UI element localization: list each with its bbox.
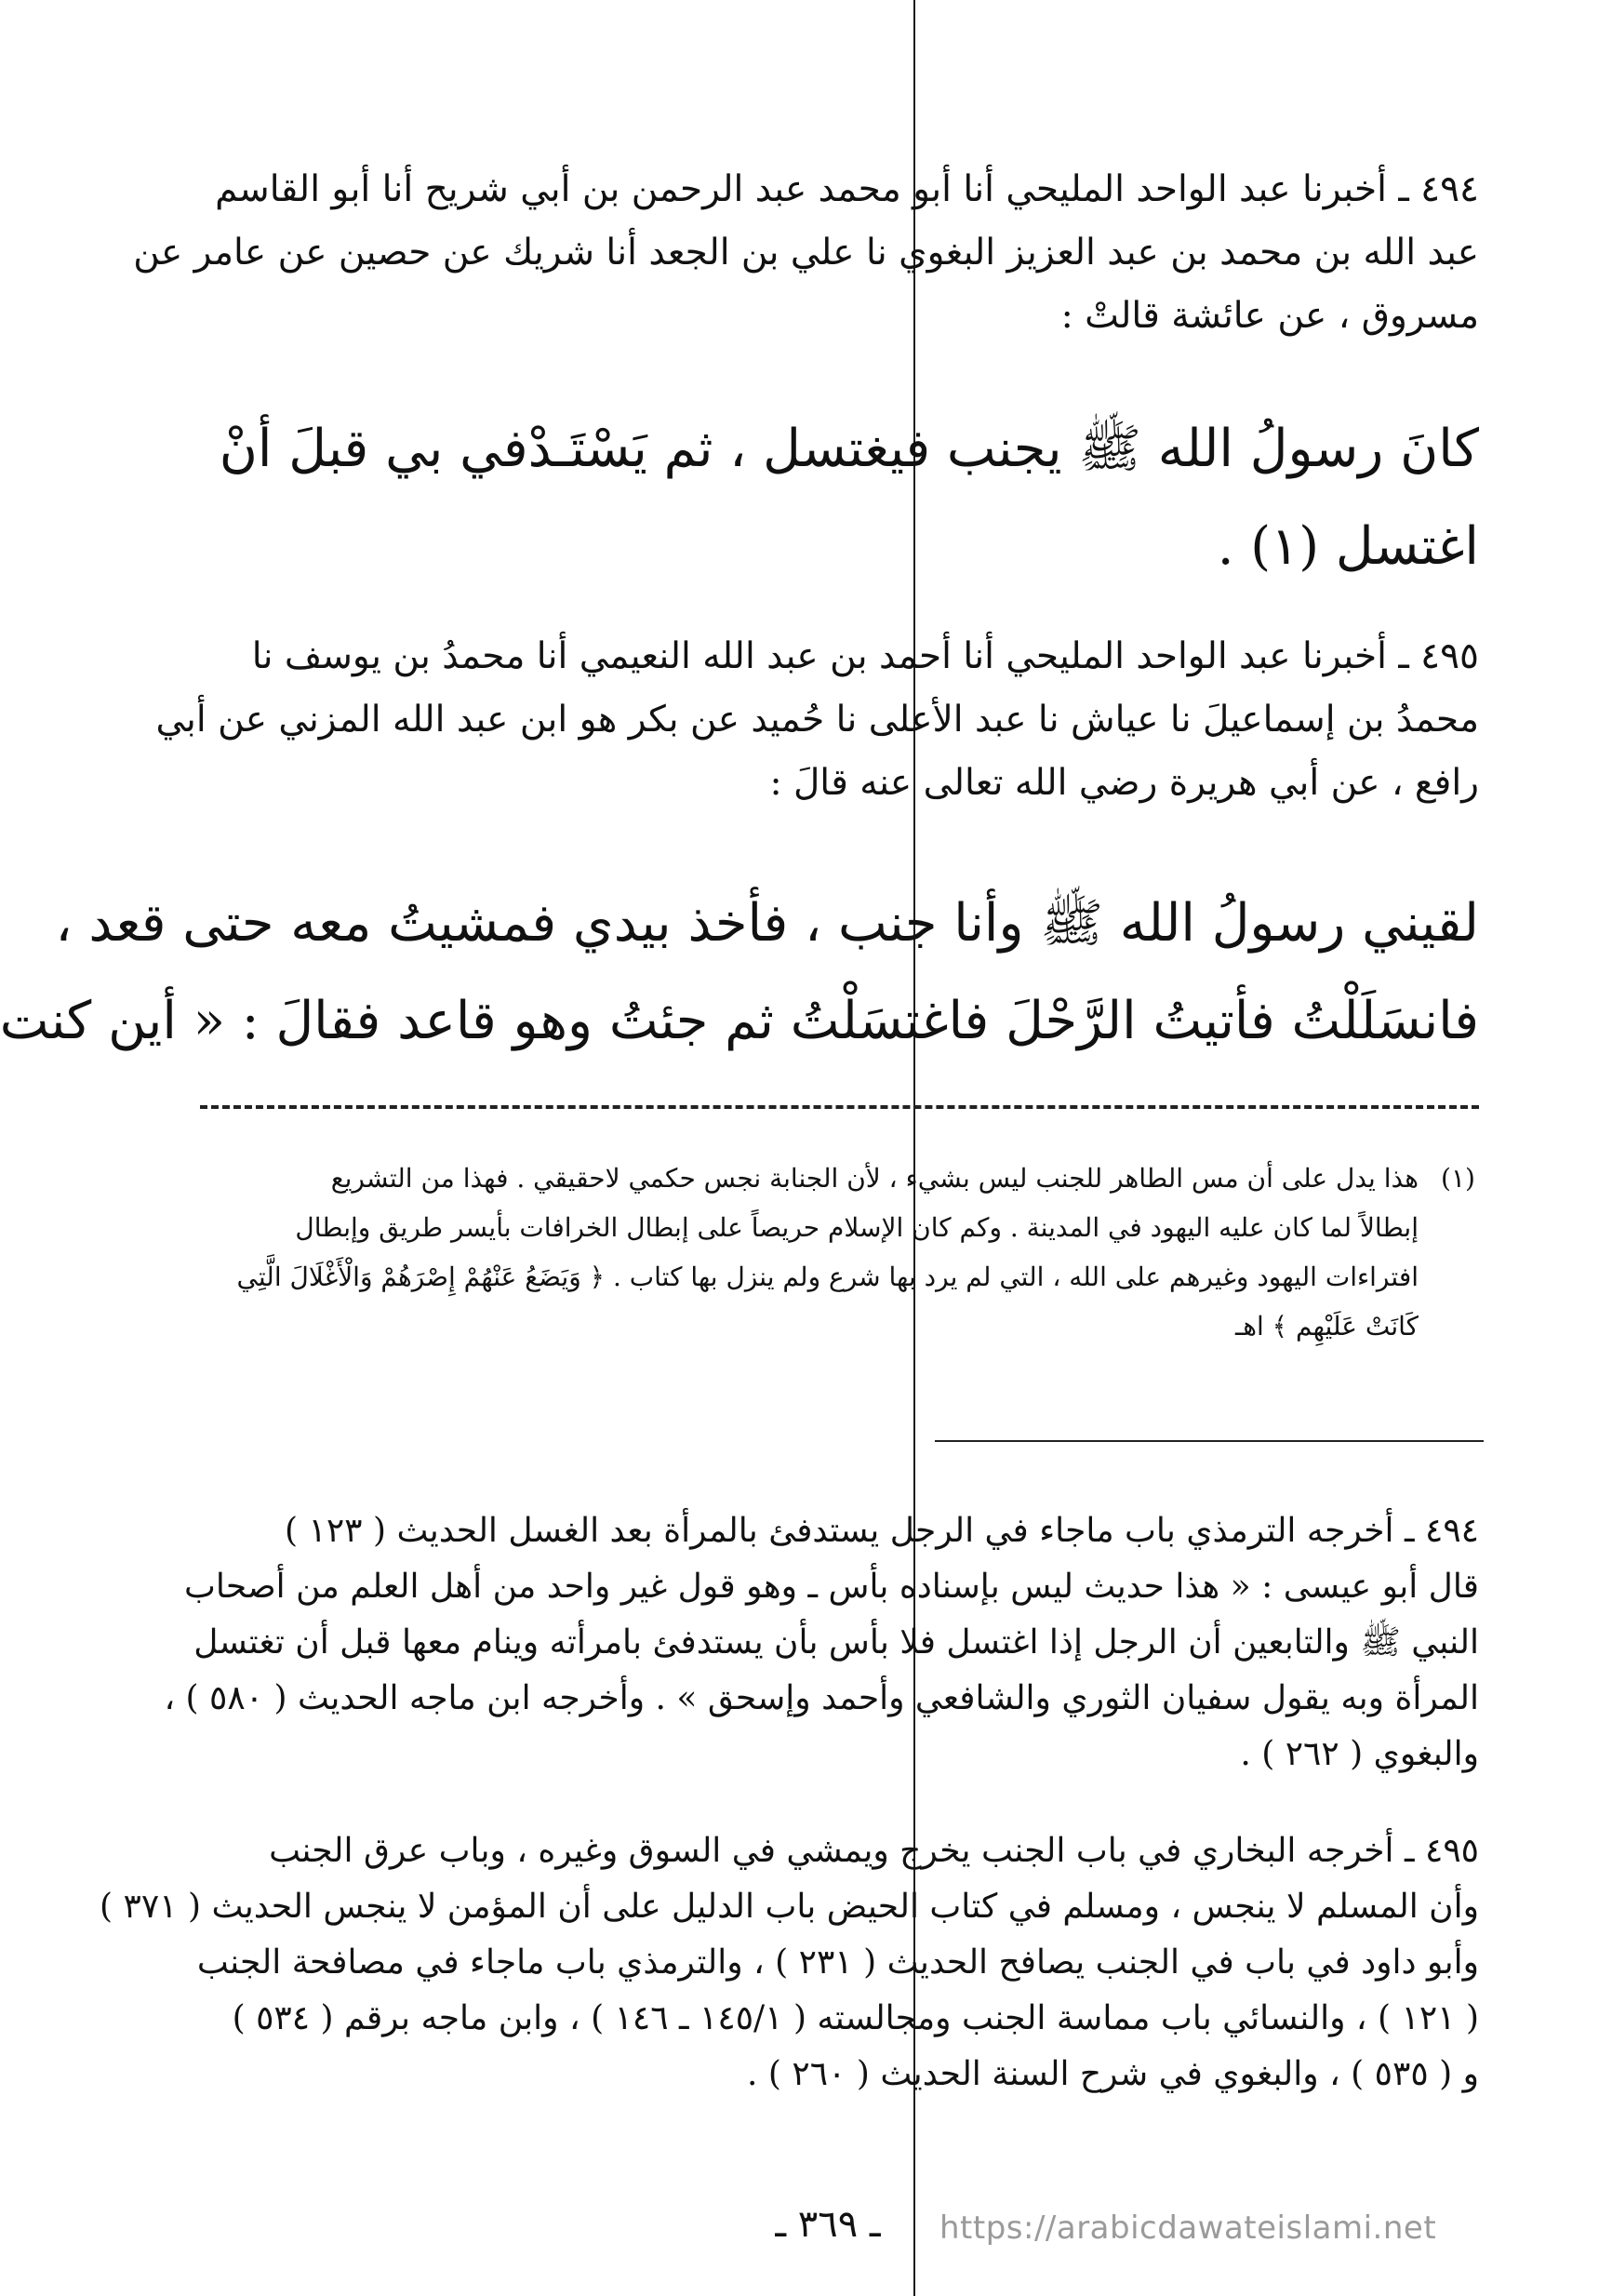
page-number: ـ ٣٦٩ ـ	[775, 2203, 881, 2246]
footnote-rule	[935, 1440, 1484, 1442]
matn-line: فانسَلَلْتُ فأتيتُ الرَّحْلَ فاغتسَلْتُ ثم جئتُ وهو قاعد فقالَ : « أين كنت	[0, 991, 1479, 1051]
takhrij-line: قال أبو عيسى : « هذا حديث ليس بإسناده بأس ـ وهو قول غير واحد من أهل العلم من أصحاب	[183, 1568, 1479, 1606]
isnad-line: محمدُ بن إسماعيلَ نا عياش نا عبد الأعلى نا حُميد عن بكر هو ابن عبد الله المزني عن أبي	[155, 699, 1479, 741]
takhrij-line: و ( ٥٣٥ ) ، والبغوي في شرح السنة الحديث ( ٢٦٠ ) .	[747, 2055, 1479, 2093]
matn-line: لقيني رسولُ الله ﷺ وأنا جنب ، فأخذ بيدي فمشيتُ معه حتى قعد ،	[55, 893, 1479, 954]
takhrij-line: ( ١٢١ ) ، والنسائي باب مماسة الجنب ومجالسته ( ١٤٥/١ ـ ١٤٦ ) ، وابن ماجه برقم ( ٥٣٤ )	[232, 1999, 1479, 2037]
footnote-line: هذا يدل على أن مس الطاهر للجنب ليس بشيء ، لأن الجنابة نجس حكمي لاحقيقي . فهذا من التشريع	[330, 1163, 1419, 1194]
isnad-line: عبد الله بن محمد بن عبد العزيز البغوي نا علي بن الجعد أنا شريك عن حصين عن عامر عن	[133, 232, 1479, 274]
takhrij-line: النبي ﷺ والتابعين أن الرجل إذا اغتسل فلا بأس بأن يستدفئ بامرأته وينام معها قبل أن تغتسل	[193, 1623, 1479, 1662]
takhrij-line: ٤٩٤ ـ أخرجه الترمذي باب ماجاء في الرجل يستدفئ بالمرأة بعد الغسل الحديث ( ١٢٣ )	[285, 1512, 1479, 1550]
takhrij-line: ٤٩٥ ـ أخرجه البخاري في باب الجنب يخرج ويمشي في السوق وغيره ، وباب عرق الجنب	[269, 1832, 1479, 1870]
isnad-line: مسروق ، عن عائشة قالتْ :	[1060, 295, 1479, 337]
isnad-line: ٤٩٤ ـ أخبرنا عبد الواحد المليحي أنا أبو محمد عبد الرحمن بن أبي شريح أنا أبو القاسم	[215, 168, 1479, 210]
isnad-line: رافع ، عن أبي هريرة رضي الله تعالى عنه قالَ :	[769, 762, 1479, 804]
hadith-494-isnad	[133, 158, 1479, 348]
takhrij-line: وأن المسلم لا ينجس ، ومسلم في كتاب الحيض باب الدليل على أن المؤمن لا ينجس الحديث ( ٣٧١ )	[100, 1888, 1479, 1926]
footnote-line: افتراءات اليهود وغيرهم على الله ، التي لم يرد بها شرع ولم ينزل بها كتاب . ﴿ وَيَضَعُ عَنْهُمْ إِصْرَهُمْ وَالْأَغْلَالَ الَّتِي	[236, 1261, 1419, 1292]
matn-line: اغتسل (١) .	[1217, 516, 1479, 577]
isnad-line: ٤٩٥ ـ أخبرنا عبد الواحد المليحي أنا أحمد بن عبد الله النعيمي أنا محمدُ بن يوسف نا	[251, 635, 1479, 677]
dashed-separator	[200, 1105, 1479, 1109]
matn-line: كانَ رسولُ الله ﷺ يجنب فيغتسل ، ثم يَسْتَـدْفي بي قبلَ أنْ	[219, 419, 1479, 479]
hadith-495-isnad	[155, 625, 1479, 815]
footnote-line: إبطالاً لما كان عليه اليهود في المدينة . وكم كان الإسلام حريصاً على إبطال الخرافات بأيسر طريق وإبطال	[295, 1212, 1419, 1243]
takhrij-494	[164, 1503, 1479, 1782]
footnote-marker: (١)	[1441, 1163, 1475, 1194]
takhrij-495	[100, 1823, 1479, 2102]
takhrij-line: والبغوي ( ٢٦٢ ) .	[1240, 1735, 1479, 1773]
footnote-line: كَانَتْ عَلَيْهِم ﴾ اهـ	[1235, 1311, 1419, 1342]
footnote-body	[172, 1154, 1419, 1351]
takhrij-line: المرأة وبه يقول سفيان الثوري والشافعي وأحمد وإسحق » . وأخرجه ابن ماجه الحديث ( ٥٨٠ ) ،	[164, 1679, 1479, 1717]
hadith-495-matn	[0, 874, 1479, 1070]
takhrij-line: وأبو داود في باب في الجنب يصافح الحديث ( ٢٣١ ) ، والترمذي باب ماجاء في مصافحة الجنب	[196, 1943, 1479, 1982]
watermark-url: https://arabicdawateislami.net	[939, 2209, 1437, 2247]
hadith-494-matn	[172, 400, 1479, 595]
